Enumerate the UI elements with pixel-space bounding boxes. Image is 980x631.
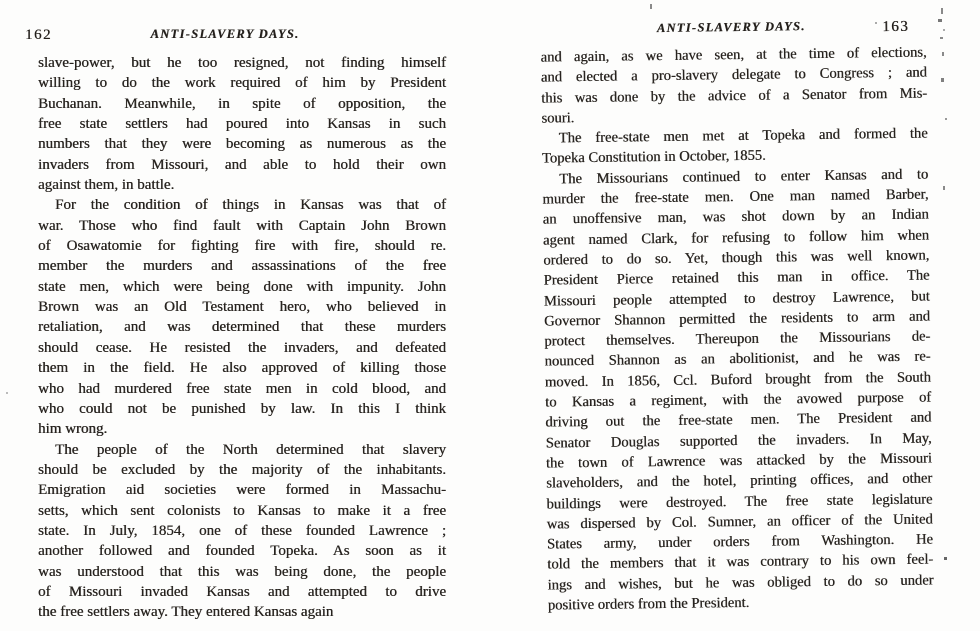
- right-running-header: ANTI-SLAVERY DAYS.: [656, 19, 806, 36]
- text-line: Emigration aid societies were formed in Massachu-: [38, 482, 446, 499]
- text-line: nounced Shannon as an abolitionist, and he was re-: [544, 348, 931, 371]
- text-line: of Osawatomie for fighting fire with fire, should re.: [38, 238, 446, 255]
- text-line: of Missouri invaded Kansas and attempted to drive: [38, 583, 446, 600]
- scan-artifact: [6, 392, 8, 394]
- text-line: another followed and founded Topeka. As soon as it: [38, 543, 446, 560]
- scan-artifact: [943, 29, 945, 31]
- text-line: Missouri people attempted to destroy Lawrence, but: [543, 288, 930, 310]
- text-line: ordered to do so. Yet, though this was well known,: [543, 247, 930, 269]
- text-line: was dispersed by Col. Sumner, an officer of the United: [546, 511, 933, 533]
- right-page-body: [540, 43, 933, 616]
- text-line: told the members that it was contrary to his own feel-: [547, 551, 934, 573]
- scan-artifact: [944, 557, 947, 560]
- text-line: The Missourians continued to enter Kansas and to: [559, 166, 929, 188]
- text-line: and elected a pro-slavery delegate to Congress ; and: [540, 64, 927, 86]
- text-line: buildings were destroyed. The free state legislature: [546, 491, 933, 513]
- text-line: who could not be punished by law. In this I think: [38, 400, 446, 417]
- scan-artifact: [650, 4, 652, 9]
- scan-artifact: [945, 118, 947, 120]
- scan-artifact: [943, 186, 945, 190]
- text-line: who had murdered free state men in cold blood, and: [38, 380, 446, 397]
- text-line: Governor Shannon permitted the residents to arm and: [543, 308, 931, 330]
- text-line: The free-state men met at Topeka and formed the: [558, 125, 928, 147]
- text-line: Brown was an Old Testament hero, who believed in: [38, 299, 446, 316]
- text-line: driving out the free-state men. The President and: [545, 409, 932, 431]
- scan-artifact: [941, 78, 944, 82]
- right-page: [496, 0, 980, 631]
- text-line: the town of Lawrence was attacked by the Missouri: [545, 450, 932, 472]
- text-line: protect themselves. Thereupon the Missourians de-: [544, 328, 931, 350]
- scan-artifact: [942, 52, 944, 56]
- text-line: free state settlers had poured into Kansas in such: [38, 116, 446, 133]
- text-line: them in the field. He also approved of killing those: [38, 360, 446, 377]
- text-line: For the condition of things in Kansas was that of: [55, 197, 446, 214]
- text-line: should cease. He resisted the invaders, and defeated: [38, 339, 446, 356]
- text-line: member the murders and assassinations of the free: [38, 258, 446, 275]
- text-line: slaveholders, and the hotel, printing offices, and other: [546, 470, 933, 492]
- text-line: setts, which sent colonists to Kansas to make it a free: [38, 502, 446, 519]
- text-line: positive orders from the President.: [547, 594, 750, 614]
- text-line: an unoffensive man, was shot down by an Indian: [542, 206, 929, 228]
- text-line: retaliation, and was determined that these murders: [38, 319, 446, 336]
- text-line: him wrong.: [38, 421, 108, 438]
- text-line: numbers that they were becoming as numerous as the: [38, 136, 446, 153]
- scan-artifact: [940, 37, 943, 39]
- text-line: and again, as we have seen, at the time of elections,: [540, 44, 927, 66]
- text-line: willing to do the work required of him by President: [38, 75, 446, 92]
- text-line: The people of the North determined that slavery: [55, 441, 446, 458]
- left-page-body: [38, 53, 446, 623]
- text-line: Senator Douglas supported the invaders. In May,: [545, 430, 932, 452]
- text-line: souri.: [541, 110, 575, 127]
- right-page-number: 163: [882, 18, 910, 36]
- text-line: States army, under orders from Washington. He: [546, 531, 934, 553]
- text-line: moved. In 1856, Ccl. Buford brought from the South: [544, 369, 931, 391]
- text-line: state men, which were being done with impunity. John: [38, 278, 446, 295]
- left-running-header: ANTI-SLAVERY DAYS.: [150, 27, 300, 41]
- text-line: agent named Clark, for refusing to follow him when: [542, 227, 930, 249]
- scan-artifact: [875, 22, 877, 24]
- text-line: murder the free-state men. One man named Barber,: [542, 186, 929, 208]
- left-page-number: 162: [25, 27, 52, 43]
- text-line: the free settlers away. They entered Kansas again: [38, 604, 334, 621]
- text-line: invaders from Missouri, and able to hold their own: [38, 156, 446, 173]
- text-line: this was done by the advice of a Senator from Mis-: [541, 85, 928, 107]
- text-line: President Pierce retained this man in office. The: [543, 267, 930, 289]
- text-line: to Kansas a regiment, with the avowed purpose of: [545, 389, 932, 411]
- text-line: was understood that this was being done, the people: [38, 563, 446, 580]
- text-line: state. In July, 1854, one of these founded Lawrence ;: [38, 522, 446, 539]
- text-line: ings and wishes, but he was obliged to do so under: [547, 572, 934, 594]
- text-line: should be excluded by the majority of the inhabitants.: [38, 461, 446, 478]
- text-line: against them, in battle.: [38, 177, 175, 194]
- text-line: Buchanan. Meanwhile, in spite of opposition, the: [38, 95, 446, 112]
- text-line: Topeka Constitution in October, 1855.: [541, 148, 766, 168]
- text-line: war. Those who find fault with Captain John Brown: [38, 217, 446, 234]
- scan-artifact: [941, 8, 943, 14]
- scan-artifact: [938, 19, 942, 22]
- text-line: slave-power, but he too resigned, not finding himself: [38, 55, 446, 71]
